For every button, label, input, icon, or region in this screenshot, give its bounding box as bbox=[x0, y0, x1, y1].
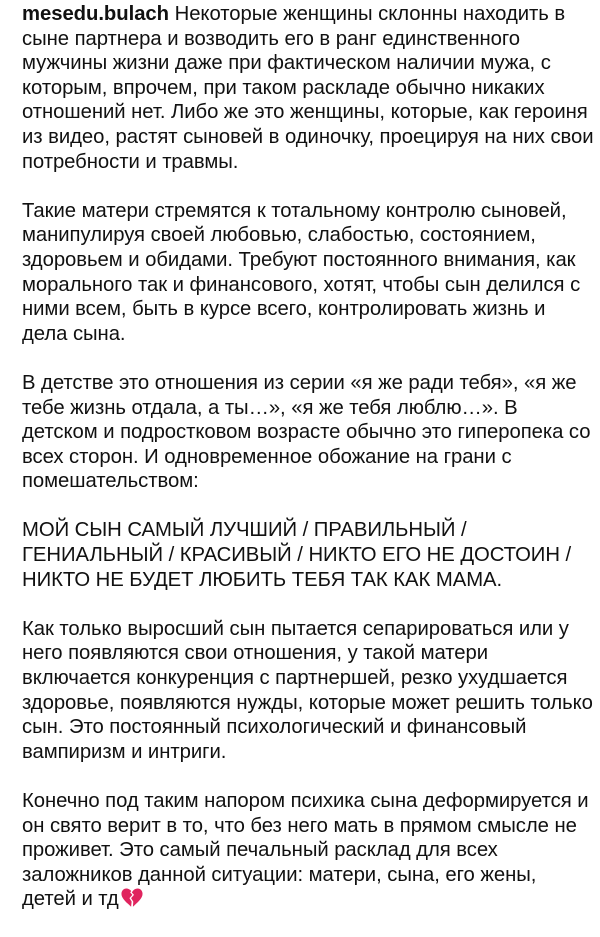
paragraph-text: Конечно под таким напором психика сына деформируется и он свято верит в то, что без него мать в прямом смысле не проживет. Это самый печальный расклад для всех заложников данной ситуации: матери, сына, его жены, детей и тд bbox=[22, 790, 589, 911]
paragraph-text: В детстве это отношения из серии «я же ради тебя», «я же тебе жизнь отдала, а ты…», «я же тебя люблю…». В детском и подростковом возрасте обычно это гиперопека со всех сторон. И одновременное обожание на грани с помешательством: bbox=[22, 371, 591, 493]
paragraph-text: Как только выросший сын пытается сепарироваться или у него появляются свои отношения, у такой матери включается конкуренция с партнершей, резко ухудшается здоровье, появляются нужды, которые может решить только сын. Это постоянный психологический и финансовый вампиризм и интриги. bbox=[22, 617, 593, 763]
paragraph-text: МОЙ СЫН САМЫЙ ЛУЧШИЙ / ПРАВИЛЬНЫЙ / ГЕНИАЛЬНЫЙ / КРАСИВЫЙ / НИКТО ЕГО НЕ ДОСТОИН / НИКТО НЕ БУДЕТ ЛЮБИТЬ ТЕБЯ ТАК КАК МАМА. bbox=[22, 519, 572, 591]
username-link[interactable]: mesedu.bulach bbox=[22, 3, 169, 25]
paragraph-text: Такие матери стремятся к тотальному контролю сыновей, манипулируя своей любовью, слабостью, состоянием, здоровьем и обидами. Требуют постоянного внимания, как морального так и финансового, хотят, чтобы сын делился с ними всем, быть в курсе всего, контролировать жизнь и дела сына. bbox=[22, 199, 581, 345]
caption-paragraph-4 bbox=[22, 518, 594, 592]
caption-paragraph-2 bbox=[22, 199, 594, 347]
caption-paragraph-1 bbox=[22, 2, 594, 174]
broken-heart-icon bbox=[121, 888, 143, 908]
caption-paragraph-6 bbox=[22, 789, 594, 912]
caption-paragraph-3 bbox=[22, 371, 594, 494]
paragraph-text: Некоторые женщины склонны находить в сыне партнера и возводить его в ранг единственного мужчины жизни даже при фактическом наличии мужа, с которым, впрочем, при таком раскладе обычно никаких отношений нет. Либо же это женщины, которые, как героиня из видео, растят сыновей в одиночку, проецируя на них свои потребности и травмы. bbox=[22, 3, 594, 173]
caption-paragraph-5 bbox=[22, 617, 594, 765]
post-caption bbox=[22, 2, 594, 937]
